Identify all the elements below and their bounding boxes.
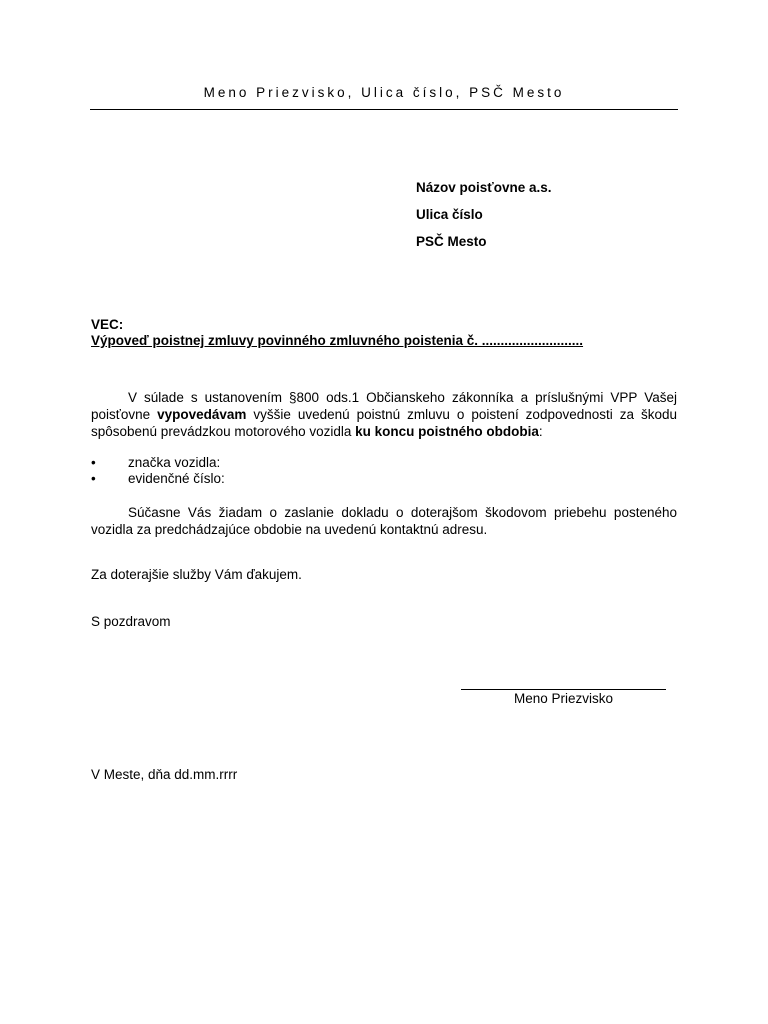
sender-header: Meno Priezvisko, Ulica číslo, PSČ Mesto [203,85,565,100]
paragraph1-text-1: V súlade s ustanovením §800 ods.1 Občianskeho zákonníka a príslušnými VPP Vašej poisťovne [91,390,677,422]
termination-paragraph [91,389,677,440]
paragraph1-text-3: : [538,424,543,439]
regards-line: S pozdravom [91,614,171,629]
recipient-name: Názov poisťovne a.s. [416,180,552,195]
vehicle-details-list [91,455,225,487]
paragraph1-text-2: vyššie uvedenú poistnú zmluvu o poistení zodpovednosti za škodu spôsobenú prevádzkou motorového vozidla [91,407,677,439]
signature-name: Meno Priezvisko [513,691,614,706]
paragraph1-bold-period: ku koncu poistného obdobia [355,424,539,439]
list-item [91,455,225,471]
subject-block [91,317,583,349]
request-paragraph: Súčasne Vás žiadam o zaslanie dokladu o doterajšom škodovom priebehu posteného vozidla za predchádzajúce obdobie na uvedenú kontaktnú adresu. [91,505,677,537]
subject-title: Výpoveď poistnej zmluvy povinného zmluvného poistenia č. ........................... [91,333,584,348]
bullet-icon: • [91,455,96,470]
place-date: V Meste, dňa dd.mm.rrrr [91,767,238,782]
signature-line [461,689,666,690]
thanks-line: Za doterajšie služby Vám ďakujem. [91,567,302,582]
paragraph1-bold-terminate: vypovedávam [157,407,247,422]
bullet-icon: • [91,471,96,486]
recipient-street: Ulica číslo [416,207,483,222]
list-item [91,471,225,487]
header-divider [90,109,678,110]
list-item-label: značka vozidla: [128,455,221,470]
recipient-address [416,180,552,261]
recipient-city: PSČ Mesto [416,234,487,249]
list-item-label: evidenčné číslo: [128,471,225,486]
subject-label: VEC: [91,317,124,332]
